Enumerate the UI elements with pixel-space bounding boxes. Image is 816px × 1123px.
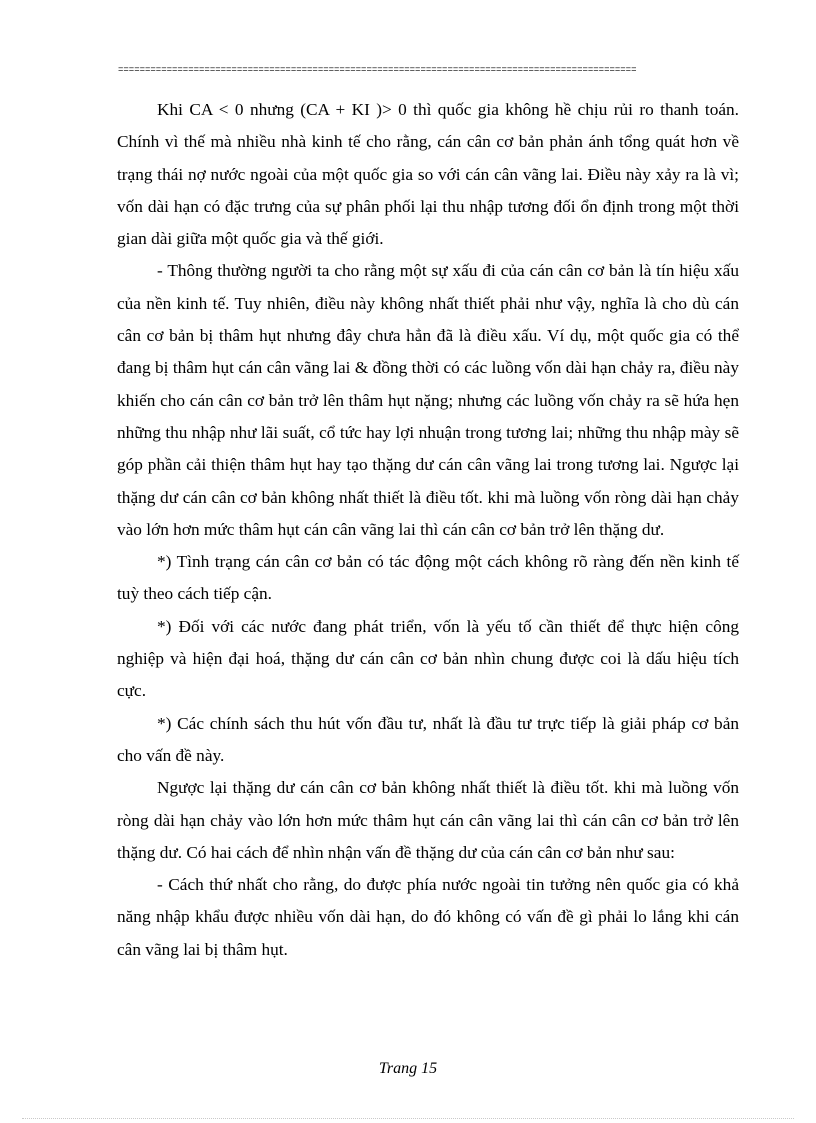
- paragraph: - Cách thứ nhất cho rằng, do được phía nước ngoài tin tưởng nên quốc gia có khả năng nhập khẩu được nhiều vốn dài hạn, do đó không có vấn đề gì phải lo lắng khi cán cân vãng lai bị thâm hụt.: [117, 875, 739, 959]
- paragraph: Khi CA < 0 nhưng (CA + KI )> 0 thì quốc gia không hề chịu rủi ro thanh toán. Chính vì thế mà nhiều nhà kinh tế cho rằng, cán cân cơ bản phản ánh tổng quát hơn về trạng thái nợ nước ngoài của một quốc gia so với cán cân vãng lai. Điều này xảy ra là vì; vốn dài hạn có đặc trưng của sự phân phối lại thu nhập tương đối ổn định trong một thời gian dài giữa một quốc gia và thế giới.: [117, 100, 739, 249]
- paragraph: *) Tình trạng cán cân cơ bản có tác động một cách không rõ ràng đến nền kinh tế tuỳ theo cách tiếp cận.: [117, 552, 739, 604]
- paragraph: - Thông thường người ta cho rằng một sự xấu đi của cán cân cơ bản là tín hiệu xấu của nền kinh tế. Tuy nhiên, điều này không nhất thiết phải như vậy, nghĩa là cho dù cán cân cơ bản bị thâm hụt nhưng đây chưa hẳn đã là điều xấu. Ví dụ, một quốc gia có thể đang bị thâm hụt cán cân vãng lai & đồng thời có các luồng vốn dài hạn chảy ra, điều này khiến cho cán cân cơ bản trở lên thâm hụt nặng; nhưng các luồng vốn chảy ra sẽ hứa hẹn những thu nhập như lãi suất, cổ tức hay lợi nhuận trong tương lai; những thu nhập mày sẽ góp phần cải thiện thâm hụt hay tạo thặng dư cán cân vãng lai trong tương lai. Ngược lại thặng dư cán cân cơ bản không nhất thiết là điều tốt. khi mà luồng vốn ròng dài hạn chảy vào lớn hơn mức thâm hụt cán cân vãng lai thì cán cân cơ bản trở lên thặng dư.: [117, 261, 739, 539]
- paragraph: *) Đối với các nước đang phát triển, vốn là yếu tố cần thiết để thực hiện công nghiệp và hiện đại hoá, thặng dư cán cân cơ bản nhìn chung được coi là dấu hiệu tích cực.: [117, 616, 739, 701]
- paragraph: Ngược lại thặng dư cán cân cơ bản không nhất thiết là điều tốt. khi mà luồng vốn ròng dài hạn chảy vào lớn hơn mức thâm hụt cán cân vãng lai thì cán cân cơ bản trở lên thặng dư. Có hai cách để nhìn nhận vấn đề thặng dư của cán cân cơ bản như sau:: [117, 778, 739, 862]
- page-body: [117, 94, 739, 966]
- paragraph: *) Các chính sách thu hút vốn đầu tư, nhất là đầu tư trực tiếp là giải pháp cơ bản cho vấn đề này.: [117, 713, 739, 765]
- header-rule: ================================================================================================: [118, 65, 637, 75]
- page-number: Trang 15: [378, 1060, 438, 1077]
- footer-divider: [22, 1118, 794, 1119]
